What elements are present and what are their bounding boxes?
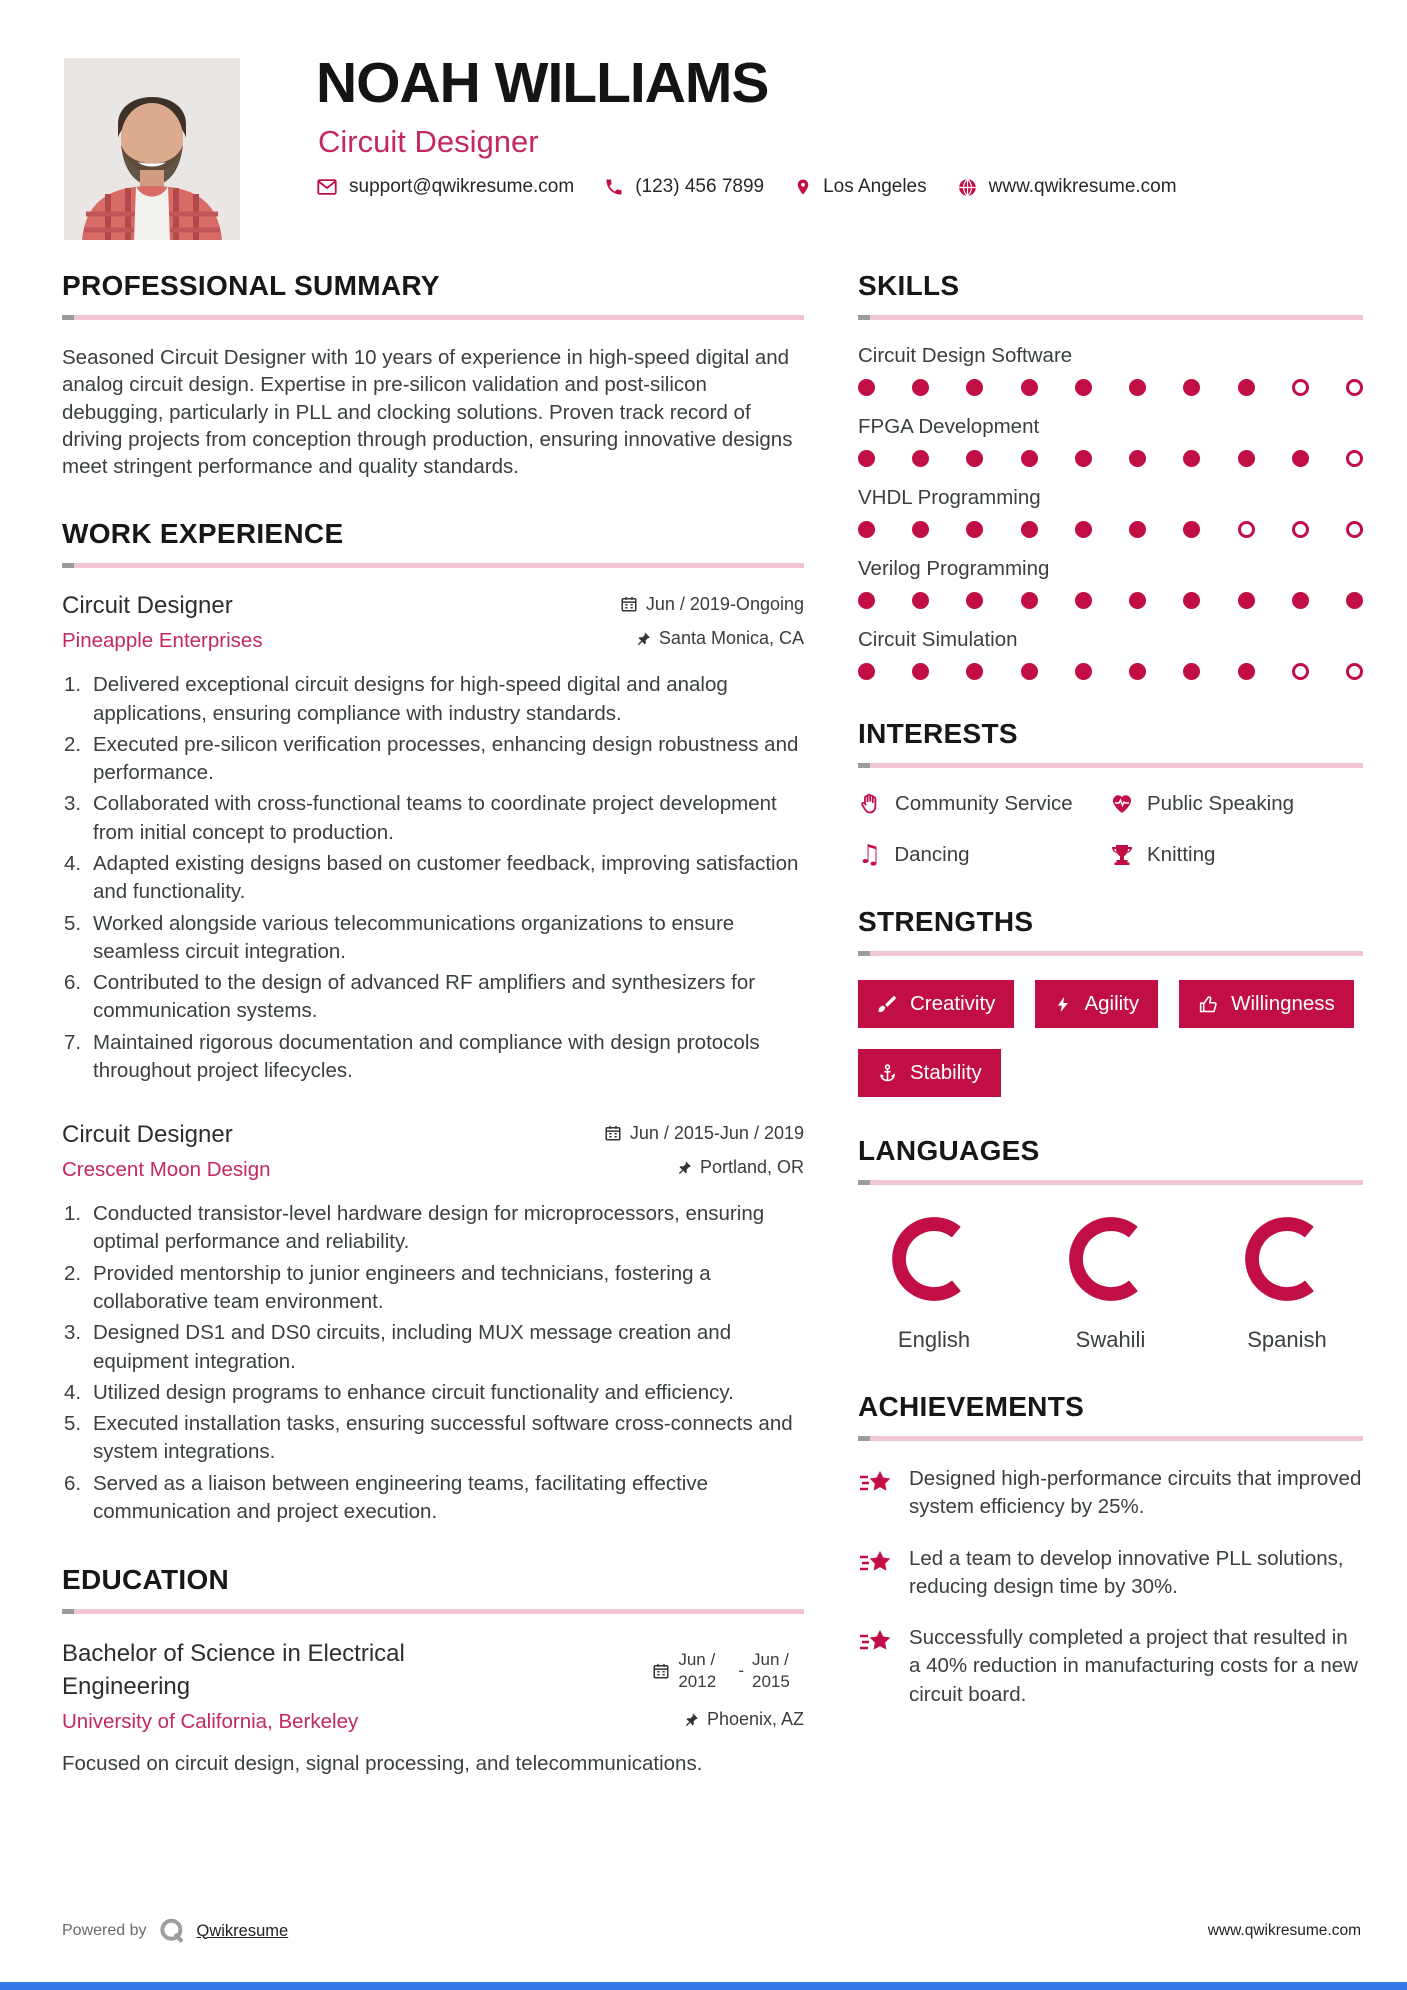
work-section (62, 518, 804, 1526)
paintbrush-icon (877, 994, 898, 1015)
language-progress-ring (1241, 1213, 1333, 1305)
job-bullets (62, 671, 804, 1085)
section-underline (858, 1436, 1363, 1441)
interest-item (858, 792, 1110, 816)
languages-section (858, 1135, 1363, 1353)
skill-item (858, 415, 1363, 467)
education-location: Phoenix, AZ (706, 1709, 804, 1730)
skill-dot (1129, 450, 1146, 467)
job-bullet: Maintained rigorous documentation and compliance with design protocols throughout project lifecycles. (93, 1030, 760, 1082)
website-text: www.qwikresume.com (988, 176, 1177, 197)
skill-dot (1129, 592, 1146, 609)
pushpin-icon (636, 630, 651, 647)
language-name: Swahili (1075, 1327, 1146, 1352)
language-item (1041, 1213, 1181, 1353)
contact-row (316, 176, 1177, 198)
strength-chip (858, 980, 1014, 1028)
language-item (1217, 1213, 1357, 1353)
skill-dot (1021, 663, 1038, 680)
job-bullet: Executed pre-silicon verification processes, enhancing design robustness and performance. (93, 732, 799, 785)
job-bullets (62, 1200, 804, 1526)
anchor-icon (877, 1063, 898, 1084)
skill-item (858, 486, 1363, 538)
language-name: Spanish (1247, 1327, 1327, 1352)
skill-dot (1075, 663, 1092, 680)
skills-heading: SKILLS (858, 270, 960, 301)
person-name: NOAH WILLIAMS (316, 51, 769, 115)
skill-dot (858, 663, 875, 680)
skill-dot (1292, 450, 1309, 467)
education-dates (652, 1638, 804, 1703)
skill-dot (1292, 663, 1309, 680)
skill-dot (1075, 379, 1092, 396)
strength-label: Creativity (910, 992, 996, 1015)
skill-dot (1238, 450, 1255, 467)
section-underline (858, 951, 1363, 956)
skill-dot (966, 379, 983, 396)
school-name: University of California, Berkeley (62, 1710, 359, 1734)
job-bullet: Provided mentorship to junior engineers and technicians, fostering a collaborative team environment. (93, 1261, 711, 1314)
skill-name: VHDL Programming (858, 486, 1041, 509)
contact-phone (604, 176, 764, 198)
job-bullet: Worked alongside various telecommunications organizations to ensure seamless circuit integration. (93, 911, 735, 963)
achievement-text: Successfully completed a project that resulted in a 40% reduction in manufacturing costs for a new circuit board. (909, 1626, 1358, 1706)
interests-heading: INTERESTS (858, 718, 1018, 749)
job-company: Crescent Moon Design (62, 1158, 271, 1182)
skill-item (858, 344, 1363, 396)
phone-icon (604, 177, 624, 197)
skill-rating (858, 521, 1363, 538)
skill-dot (966, 663, 983, 680)
skill-item (858, 557, 1363, 609)
skill-dot (1238, 592, 1255, 609)
skill-dot (1075, 521, 1092, 538)
skill-dot (1183, 592, 1200, 609)
achievement-text: Designed high-performance circuits that improved system efficiency by 25%. (909, 1467, 1362, 1519)
job-bullet: Collaborated with cross-functional teams to coordinate project development from initial concept to production. (93, 792, 777, 844)
strengths-heading: STRENGTHS (858, 906, 1034, 937)
skill-dot (1021, 379, 1038, 396)
job-entry (62, 592, 804, 1085)
skill-dot (1346, 592, 1363, 609)
contact-email[interactable] (316, 176, 574, 198)
skill-dot (858, 379, 875, 396)
skill-dot (1183, 521, 1200, 538)
qwikresume-logo (157, 1916, 187, 1946)
skill-rating (858, 379, 1363, 396)
job-bullet: Adapted existing designs based on customer feedback, improving satisfaction and functionality. (93, 851, 799, 904)
skill-dot (912, 521, 929, 538)
interests-section (858, 718, 1363, 868)
calendar-icon (620, 595, 638, 613)
strength-chip (858, 1049, 1001, 1097)
strength-label: Willingness (1231, 992, 1335, 1015)
skill-dot (912, 592, 929, 609)
footer-website: www.qwikresume.com (1207, 1922, 1361, 1939)
globe-icon (957, 177, 978, 198)
pushpin-icon (677, 1159, 692, 1176)
skill-dot (966, 450, 983, 467)
heart-pulse-icon (1110, 792, 1134, 816)
skill-dot (858, 521, 875, 538)
contact-location (794, 176, 927, 198)
left-column (62, 270, 804, 1815)
interest-item (858, 842, 1110, 868)
powered-by-text: Powered by (62, 1922, 147, 1939)
job-bullet: Designed DS1 and DS0 circuits, including MUX message creation and equipment integration. (93, 1321, 732, 1373)
interest-item (1110, 792, 1363, 816)
section-underline (62, 315, 804, 320)
work-heading: WORK EXPERIENCE (62, 518, 344, 550)
skill-dot (1238, 521, 1255, 538)
achievement-item (858, 1545, 1363, 1602)
interest-label: Community Service (895, 792, 1073, 815)
interest-label: Knitting (1147, 843, 1216, 866)
strength-chip (1035, 980, 1158, 1028)
skill-dot (1346, 521, 1363, 538)
achievement-item (858, 1624, 1363, 1709)
footer-branding (62, 1916, 288, 1946)
profile-photo (64, 58, 240, 240)
star-badge-icon (858, 1626, 894, 1662)
skill-dot (858, 592, 875, 609)
education-date-separator: - (738, 1660, 744, 1680)
skill-dot (1075, 592, 1092, 609)
job-bullet: Utilized design programs to enhance circuit functionality and efficiency. (93, 1380, 734, 1404)
job-bullet: Contributed to the design of advanced RF amplifiers and synthesizers for communication systems. (93, 971, 756, 1023)
achievements-section (858, 1391, 1363, 1709)
job-bullet: Executed installation tasks, ensuring successful software cross-connects and system integrations. (93, 1412, 793, 1464)
skill-rating (858, 663, 1363, 680)
skill-dot (1183, 450, 1200, 467)
skill-dot (1346, 663, 1363, 680)
calendar-icon (652, 1662, 670, 1680)
location-icon (794, 176, 812, 198)
skill-dot (1183, 379, 1200, 396)
trophy-icon (1110, 843, 1134, 867)
achievement-text: Led a team to develop innovative PLL solutions, reducing design time by 30%. (909, 1546, 1344, 1598)
job-entry (62, 1121, 804, 1526)
strength-label: Agility (1084, 992, 1140, 1015)
right-column (858, 270, 1363, 1747)
bottom-bar (0, 1982, 1407, 1990)
skill-dot (1021, 521, 1038, 538)
language-progress-ring (888, 1213, 980, 1305)
skills-section (858, 270, 1363, 680)
lightning-icon (1054, 994, 1072, 1015)
contact-website[interactable] (957, 176, 1177, 198)
skill-dot (858, 450, 875, 467)
phone-text: (123) 456 7899 (635, 176, 765, 197)
strength-chip (1179, 980, 1354, 1028)
skill-dot (1021, 450, 1038, 467)
interest-label: Dancing (894, 843, 970, 866)
job-role: Circuit Designer (62, 1121, 233, 1149)
education-description: Focused on circuit design, signal processing, and telecommunications. (62, 1752, 703, 1776)
degree-name: Bachelor of Science in Electrical Engineering (62, 1640, 405, 1700)
skill-dot (1292, 379, 1309, 396)
languages-heading: LANGUAGES (858, 1135, 1040, 1166)
job-bullet: Conducted transistor-level hardware design for microprocessors, ensuring optimal performance and reliability. (93, 1202, 765, 1254)
skill-name: FPGA Development (858, 415, 1040, 438)
hand-icon (858, 792, 882, 816)
pushpin-icon (684, 1711, 699, 1728)
email-text: support@qwikresume.com (349, 176, 575, 197)
achievement-item (858, 1465, 1363, 1522)
qwikresume-link[interactable]: Qwikresume (196, 1921, 289, 1940)
skill-dot (912, 450, 929, 467)
skill-dot (1183, 663, 1200, 680)
section-underline (858, 1180, 1363, 1185)
job-role: Circuit Designer (62, 592, 233, 620)
job-dates: Jun / 2019-Ongoing (645, 593, 804, 614)
skill-dot (1292, 521, 1309, 538)
achievements-heading: ACHIEVEMENTS (858, 1391, 1085, 1422)
education-date-to: Jun / 2015 (752, 1650, 790, 1691)
section-underline (62, 563, 804, 568)
skill-dot (912, 379, 929, 396)
summary-heading: PROFESSIONAL SUMMARY (62, 270, 440, 301)
education-date-from: Jun / 2012 (678, 1650, 717, 1691)
skill-dot (1075, 450, 1092, 467)
skill-item (858, 628, 1363, 680)
skill-rating (858, 450, 1363, 467)
strength-label: Stability (910, 1061, 982, 1084)
section-underline (858, 315, 1363, 320)
education-heading: EDUCATION (62, 1564, 230, 1596)
skill-dot (966, 592, 983, 609)
language-item (864, 1213, 1004, 1353)
section-underline (858, 763, 1363, 768)
job-location: Portland, OR (699, 1157, 804, 1178)
thumbs-up-icon (1198, 994, 1219, 1015)
music-note-icon: ♫ (858, 840, 882, 870)
strengths-section (858, 906, 1363, 1097)
skill-dot (1238, 379, 1255, 396)
summary-text: Seasoned Circuit Designer with 10 years of experience in high-speed digital and analog circuit design. Expertise in pre-silicon validation and post-silicon debugging, particularly in PLL and clocking solutions. Proven track record of driving projects from conception through production, ensuring innovative designs meet stringent performance and quality standards. (62, 346, 793, 478)
skill-dot (1346, 450, 1363, 467)
star-badge-icon (858, 1467, 894, 1503)
section-underline (62, 1609, 804, 1614)
skill-dot (912, 663, 929, 680)
person-job-title: Circuit Designer (318, 124, 539, 159)
job-dates: Jun / 2015-Jun / 2019 (629, 1122, 804, 1143)
interest-item (1110, 842, 1363, 868)
skill-name: Circuit Simulation (858, 628, 1018, 651)
skill-dot (1021, 592, 1038, 609)
language-progress-ring (1065, 1213, 1157, 1305)
skill-dot (1129, 663, 1146, 680)
job-company: Pineapple Enterprises (62, 629, 263, 653)
language-name: English (897, 1327, 971, 1352)
location-text: Los Angeles (823, 176, 927, 197)
skill-dot (1292, 592, 1309, 609)
job-location: Santa Monica, CA (658, 628, 804, 649)
calendar-icon (604, 1124, 622, 1142)
job-bullet: Served as a liaison between engineering teams, facilitating effective communication and project execution. (93, 1471, 708, 1523)
skill-name: Verilog Programming (858, 557, 1050, 580)
star-badge-icon (858, 1547, 894, 1583)
education-section (62, 1564, 804, 1777)
skill-dot (1238, 663, 1255, 680)
skill-dot (1129, 379, 1146, 396)
skill-rating (858, 592, 1363, 609)
skill-dot (1129, 521, 1146, 538)
skill-name: Circuit Design Software (858, 344, 1073, 367)
job-bullet: Delivered exceptional circuit designs for high-speed digital and analog applications, ensuring compliance with industry standards. (93, 673, 728, 725)
interest-label: Public Speaking (1147, 792, 1295, 815)
skill-dot (1346, 379, 1363, 396)
email-icon (316, 176, 338, 198)
skill-dot (966, 521, 983, 538)
summary-section (62, 270, 804, 480)
